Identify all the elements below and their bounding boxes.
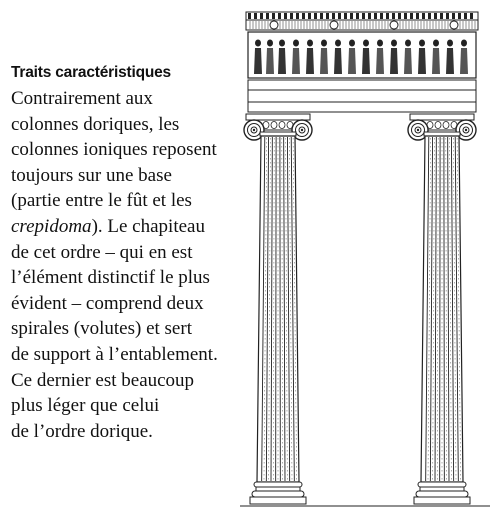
frieze-figure-head: [419, 40, 425, 47]
dentil: [350, 13, 353, 19]
dentil: [260, 13, 263, 19]
paragraph-line: plus léger que celui: [11, 395, 160, 417]
dentil: [272, 13, 275, 19]
cornice-molding: [246, 20, 478, 30]
dentil: [440, 13, 443, 19]
capital-abacus: [410, 114, 474, 120]
rosette: [270, 21, 278, 29]
frieze-figure-body: [460, 48, 468, 74]
frieze-figure-head: [447, 40, 453, 47]
line-post: ). Le chapiteau: [91, 215, 205, 237]
frieze-figure-body: [254, 48, 262, 74]
dentil: [368, 13, 371, 19]
frieze-figure-head: [363, 40, 369, 47]
dentil: [386, 13, 389, 19]
paragraph-line: Ce dernier est beaucoup: [11, 369, 195, 391]
dentil: [404, 13, 407, 19]
volute-eye: [465, 129, 467, 131]
paragraph-line: [11, 214, 251, 240]
ionic-columns-illustration: [236, 8, 494, 514]
frieze-figure-body: [362, 48, 370, 74]
frieze-figure-head: [391, 40, 397, 47]
dentil: [320, 13, 323, 19]
frieze-figure-body: [348, 48, 356, 74]
dentil: [266, 13, 269, 19]
frieze-figure-body: [376, 48, 384, 74]
frieze-figure-body: [446, 48, 454, 74]
dentil: [302, 13, 305, 19]
dentil: [374, 13, 377, 19]
frieze-figure-head: [279, 40, 285, 47]
architrave-bottom: [248, 102, 476, 112]
paragraph-line: de cet ordre – qui en est: [11, 241, 193, 263]
section-heading: Traits caractéristiques: [11, 64, 171, 81]
dentil: [392, 13, 395, 19]
paragraph-line: (partie entre le fût et les: [11, 190, 192, 212]
base-scotia: [256, 487, 300, 491]
illustration-svg: [236, 8, 494, 514]
dentil: [398, 13, 401, 19]
frieze-figure-head: [377, 40, 383, 47]
volute-eye: [253, 129, 255, 131]
dentil: [284, 13, 287, 19]
frieze-figure-body: [390, 48, 398, 74]
entablature: [246, 12, 478, 112]
frieze-figure-body: [334, 48, 342, 74]
dentil: [326, 13, 329, 19]
base-lower-torus: [416, 491, 468, 497]
dentil: [446, 13, 449, 19]
column-right: [408, 114, 476, 504]
dentil: [428, 13, 431, 19]
frieze-figure-head: [293, 40, 299, 47]
dentil: [434, 13, 437, 19]
frieze-figure-body: [278, 48, 286, 74]
rosette: [450, 21, 458, 29]
dentil: [422, 13, 425, 19]
column-left: [244, 114, 312, 504]
dentil: [416, 13, 419, 19]
frieze-figure-body: [404, 48, 412, 74]
frieze-figure-body: [432, 48, 440, 74]
base-plinth: [414, 497, 470, 504]
dentil: [308, 13, 311, 19]
dentil: [464, 13, 467, 19]
frieze-figure-head: [349, 40, 355, 47]
rosette: [390, 21, 398, 29]
rosette: [330, 21, 338, 29]
paragraph-line: toujours sur une base: [11, 164, 172, 186]
dentil: [452, 13, 455, 19]
dentil: [332, 13, 335, 19]
frieze-figure-head: [433, 40, 439, 47]
dentil: [254, 13, 257, 19]
dentil: [290, 13, 293, 19]
paragraph-line: l’élément distinctif le plus: [11, 267, 210, 289]
frieze-figure-head: [405, 40, 411, 47]
base-plinth: [250, 497, 306, 504]
column-necking: [260, 132, 296, 136]
column-necking: [424, 132, 460, 136]
architrave-top: [248, 80, 476, 90]
architrave-middle: [248, 90, 476, 102]
dentil: [296, 13, 299, 19]
dentil: [458, 13, 461, 19]
dentil: [278, 13, 281, 19]
base-lower-torus: [252, 491, 304, 497]
dentil: [380, 13, 383, 19]
paragraph-line: de l’ordre dorique.: [11, 420, 153, 442]
dentil: [344, 13, 347, 19]
frieze-figure-head: [255, 40, 261, 47]
base-upper-torus: [254, 482, 302, 487]
frieze-figure-head: [321, 40, 327, 47]
frieze-figure-head: [267, 40, 273, 47]
dentil: [362, 13, 365, 19]
frieze-figure-head: [461, 40, 467, 47]
paragraph-line: de support à l’entablement.: [11, 343, 218, 365]
frieze-figure-head: [307, 40, 313, 47]
italic-term: crepidoma: [11, 215, 92, 237]
dentil: [356, 13, 359, 19]
volute-eye: [301, 129, 303, 131]
dentil: [470, 13, 473, 19]
article-text: [11, 63, 251, 444]
frieze-figure-body: [292, 48, 300, 74]
base-scotia: [420, 487, 464, 491]
frieze-figure-body: [306, 48, 314, 74]
paragraph-line: colonnes doriques, les: [11, 113, 180, 135]
volute-eye: [417, 129, 419, 131]
capital-abacus: [246, 114, 310, 120]
dentil: [338, 13, 341, 19]
paragraph-line: colonnes ioniques reposent: [11, 139, 217, 161]
dentil: [314, 13, 317, 19]
frieze-figure-head: [335, 40, 341, 47]
base-upper-torus: [418, 482, 466, 487]
paragraph-line: Contrairement aux: [11, 88, 153, 109]
paragraph-line: évident – comprend deux: [11, 292, 204, 314]
frieze-figure-body: [418, 48, 426, 74]
dentil: [410, 13, 413, 19]
frieze-figure-body: [266, 48, 274, 74]
frieze-figure-body: [320, 48, 328, 74]
paragraph-line: spirales (volutes) et sert: [11, 318, 192, 340]
dentil: [248, 13, 251, 19]
body-paragraph: [11, 86, 251, 444]
